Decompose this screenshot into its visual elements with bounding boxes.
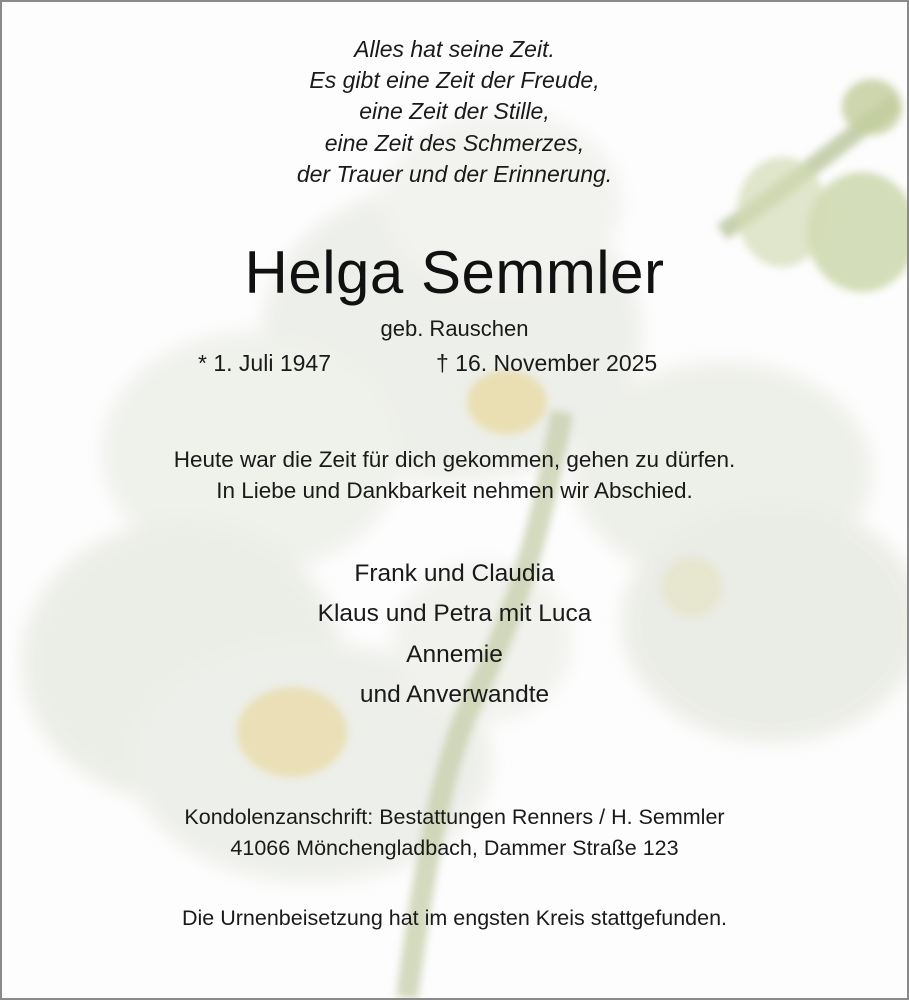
notice-content [2, 2, 907, 998]
poem-line-3: eine Zeit der Stille, [359, 98, 550, 124]
poem-line-1: Alles hat seine Zeit. [354, 36, 555, 62]
birth-date: * 1. Juli 1947 [198, 350, 331, 376]
poem-line-4: eine Zeit des Schmerzes, [324, 130, 585, 156]
life-dates [2, 350, 907, 380]
death-date: † 16. November 2025 [436, 350, 658, 376]
mourner-4: und Anverwandte [359, 681, 550, 708]
mourner-3: Annemie [406, 641, 503, 668]
birth-name: geb. Rauschen [380, 316, 529, 341]
mourner-2: Klaus und Petra mit Luca [317, 600, 592, 627]
deceased-name: Helga Semmler [244, 239, 665, 306]
mourner-1: Frank und Claudia [354, 560, 555, 587]
poem-line-2: Es gibt eine Zeit der Freude, [309, 67, 600, 93]
farewell-line-2: In Liebe und Dankbarkeit nehmen wir Abschied. [216, 478, 693, 503]
burial-note: Die Urnenbeisetzung hat im engsten Kreis stattgefunden. [182, 906, 727, 930]
poem-line-5: der Trauer und der Erinnerung. [296, 161, 613, 187]
farewell-line-1: Heute war die Zeit für dich gekommen, gehen zu dürfen. [173, 447, 736, 472]
condolence-address-line-1: Kondolenzanschrift: Bestattungen Renners / H. Semmler [184, 805, 725, 829]
condolence-address-line-2: 41066 Mönchengladbach, Dammer Straße 123 [230, 836, 679, 860]
